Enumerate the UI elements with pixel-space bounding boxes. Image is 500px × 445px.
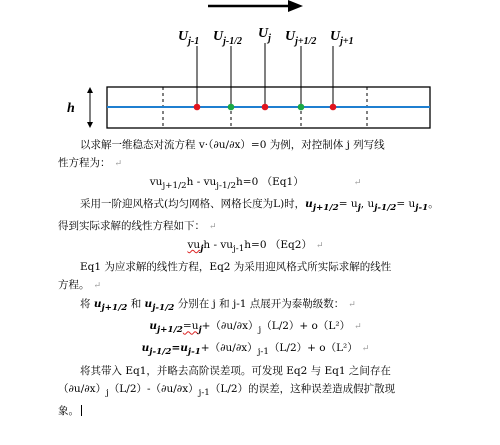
- label-leader-lines: [197, 43, 333, 107]
- node-j: [262, 104, 269, 111]
- paragraph-eq-explanation: Eq1 为应求解的线性方程，Eq2 为采用迎风格式所实际求解的线性: [80, 261, 392, 274]
- label-u-j: $U_j$: [258, 26, 271, 44]
- label-u-j-minus-1: $U_{j-1}$: [178, 29, 200, 47]
- paragraph-upwind: 采用一阶迎风格式(均匀网格、网格长度为L)时，$u_{j+1/2}= u_j$, $u_{j-1/2}= u_{j-1}$。: [80, 198, 439, 214]
- equation-taylor-2: $u_{j-1/2}=u_{j-1}+(\partial u/\partial x)_{j-1}(L/2)+ o(L^2)$ ↵: [141, 342, 370, 358]
- paragraph-intro-cont: 性方程为： ↵: [58, 157, 123, 169]
- equation-eq1: $vu_{j+1/2}h - vu_{j-1/2}h=0$ （Eq1） ↵: [149, 176, 362, 192]
- paragraph-eq-explanation-cont: 方程。 ↵: [58, 279, 102, 292]
- paragraph-conclusion-end: 象。: [58, 402, 453, 420]
- paragraph-conclusion-cont: $(\partial u/\partial x)_j(L/2)-(\partial u/\partial x)_{j-1}(L/2)$的误差，这种误差造成假扩散现: [58, 382, 396, 398]
- paragraph-conclusion: 将其带入 Eq1，并略去高阶误差项。可发现 Eq2 与 Eq1 之间存在: [80, 364, 391, 377]
- node-j-plus-1: [330, 104, 337, 111]
- paragraph-taylor: 将 $u_{j+1/2}$ 和 $u_{j-1/2}$ 分别在 j 和 j-1 点展开为泰勒级数： ↵: [80, 298, 356, 314]
- face-j-plus-half: [298, 104, 305, 111]
- control-volume-diagram: [0, 0, 500, 135]
- face-j-minus-half: [228, 104, 235, 111]
- height-dimension-arrow: [87, 87, 93, 128]
- label-u-j-minus-half: $U_{j-1/2}$: [213, 29, 243, 47]
- paragraph-upwind-cont: 得到实际求解的线性方程如下： ↵: [58, 220, 217, 233]
- document-body: [58, 136, 453, 420]
- height-label: h: [67, 101, 75, 116]
- label-u-j-plus-half: $U_{j+1/2}$: [285, 29, 317, 47]
- label-u-j-plus-1: $U_{j+1}$: [330, 29, 354, 47]
- paragraph-intro: 以求解一维稳态对流方程 v·（∂u/∂x）=0 为例，对控制体 j 列写线: [80, 139, 385, 151]
- node-j-minus-1: [194, 104, 201, 111]
- equation-eq2: $vu_jh - vu_{j-1}h=0$ （Eq2） ↵: [187, 239, 324, 255]
- flow-arrow-icon: [208, 0, 303, 12]
- equation-taylor-1: $u_{j+1/2}=u_j+(\partial u/\partial x)_j(L/2)+ o(L^2)$ ↵: [149, 320, 362, 336]
- text-cursor: [81, 405, 82, 416]
